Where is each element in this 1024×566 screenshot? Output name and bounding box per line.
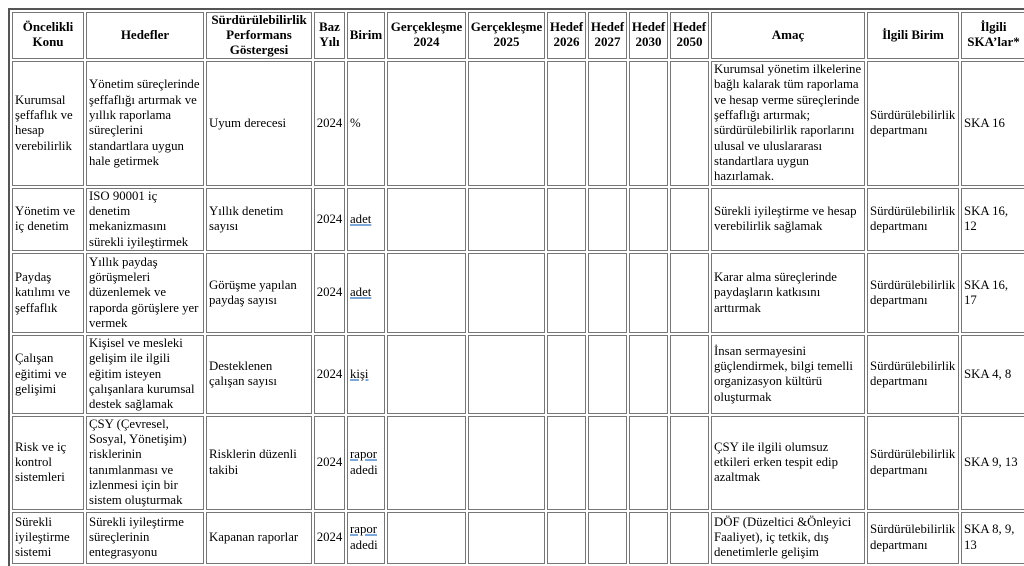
- cell-h2026: [547, 512, 586, 564]
- cell-g2025: [468, 335, 545, 414]
- cell-konu: Çalışan eğitimi ve gelişimi: [12, 335, 84, 414]
- header-birim: Birim: [347, 12, 385, 59]
- header-baz_yili: Baz Yılı: [314, 12, 345, 59]
- cell-h2030: [629, 512, 668, 564]
- cell-hedefler: Sürekli iyileştirme süreçlerinin entegrasyonu: [86, 512, 204, 564]
- cell-birim: [347, 188, 385, 251]
- cell-konu: Sürekli iyileştirme sistemi: [12, 512, 84, 564]
- header-gosterge: Sürdürülebilirlik Performans Göstergesi: [206, 12, 312, 59]
- cell-amac: Sürekli iyileştirme ve hesap verebilirlik sağlamak: [711, 188, 865, 251]
- cell-konu: Risk ve iç kontrol sistemleri: [12, 416, 84, 510]
- cell-birim: rapor adedi: [347, 416, 385, 510]
- cell-h2050: [670, 416, 709, 510]
- cell-gosterge: Desteklenen çalışan sayısı: [206, 335, 312, 414]
- table-row: [12, 335, 1024, 414]
- sustainability-performance-table: [8, 8, 1024, 566]
- cell-h2027: [588, 61, 627, 186]
- table-body: [12, 61, 1024, 564]
- cell-baz_yili: 2024: [314, 253, 345, 333]
- cell-ilgili_birim: Sürdürülebilirlik departmanı: [867, 188, 959, 251]
- cell-gosterge: Uyum derecesi: [206, 61, 312, 186]
- cell-g2024: [387, 512, 466, 564]
- cell-h2026: [547, 335, 586, 414]
- cell-birim: %: [347, 61, 385, 186]
- unit-word-underlined: kişi: [350, 366, 369, 381]
- cell-h2026: [547, 416, 586, 510]
- cell-ska: SKA 16, 17: [961, 253, 1024, 333]
- cell-baz_yili: 2024: [314, 61, 345, 186]
- cell-g2025: [468, 512, 545, 564]
- cell-h2050: [670, 188, 709, 251]
- cell-konu: Kurumsal şeffaflık ve hesap verebilirlik: [12, 61, 84, 186]
- header-konu: Öncelikli Konu: [12, 12, 84, 59]
- cell-ska: SKA 9, 13: [961, 416, 1024, 510]
- header-h2026: Hedef 2026: [547, 12, 586, 59]
- cell-g2025: [468, 188, 545, 251]
- cell-baz_yili: 2024: [314, 416, 345, 510]
- cell-hedefler: ÇSY (Çevresel, Sosyal, Yönetişim) risklerinin tanımlanması ve izlenmesi için bir sistem oluşturmak: [86, 416, 204, 510]
- cell-hedefler: ISO 90001 iç denetim mekanizmasını sürekli iyileştirmek: [86, 188, 204, 251]
- cell-baz_yili: 2024: [314, 512, 345, 564]
- cell-h2027: [588, 253, 627, 333]
- cell-ska: SKA 4, 8: [961, 335, 1024, 414]
- cell-amac: Kurumsal yönetim ilkelerine bağlı kalarak tüm raporlama ve hesap verme süreçlerinde şeffaflığı artırmak; sürdürülebilirlik raporlarını ulusal ve uluslararası standartlara uygun hazırlamak.: [711, 61, 865, 186]
- cell-amac: Karar alma süreçlerinde paydaşların katkısını arttırmak: [711, 253, 865, 333]
- cell-g2024: [387, 416, 466, 510]
- table-row: [12, 416, 1024, 510]
- table-row: [12, 188, 1024, 251]
- cell-baz_yili: 2024: [314, 188, 345, 251]
- cell-hedefler: Yıllık paydaş görüşmeleri düzenlemek ve raporda görüşlere yer vermek: [86, 253, 204, 333]
- cell-gosterge: Yıllık denetim sayısı: [206, 188, 312, 251]
- cell-h2030: [629, 188, 668, 251]
- cell-g2025: [468, 416, 545, 510]
- cell-amac: İnsan sermayesini güçlendirmek, bilgi temelli organizasyon kültürü oluşturmak: [711, 335, 865, 414]
- cell-h2026: [547, 188, 586, 251]
- cell-birim: rapor adedi: [347, 512, 385, 564]
- cell-h2030: [629, 416, 668, 510]
- header-row: [12, 12, 1024, 59]
- cell-g2025: [468, 253, 545, 333]
- unit-word-underlined: adet: [350, 285, 372, 300]
- cell-gosterge: Risklerin düzenli takibi: [206, 416, 312, 510]
- header-ska: İlgili SKA’lar*: [961, 12, 1024, 59]
- header-g2025: Gerçekleşme 2025: [468, 12, 545, 59]
- cell-ska: SKA 16, 12: [961, 188, 1024, 251]
- cell-gosterge: Kapanan raporlar: [206, 512, 312, 564]
- cell-g2024: [387, 253, 466, 333]
- table-row: [12, 253, 1024, 333]
- cell-konu: Yönetim ve iç denetim: [12, 188, 84, 251]
- cell-h2030: [629, 253, 668, 333]
- table-row: [12, 61, 1024, 186]
- cell-h2050: [670, 512, 709, 564]
- cell-ilgili_birim: Sürdürülebilirlik departmanı: [867, 416, 959, 510]
- header-amac: Amaç: [711, 12, 865, 59]
- cell-h2030: [629, 61, 668, 186]
- header-h2027: Hedef 2027: [588, 12, 627, 59]
- cell-h2050: [670, 335, 709, 414]
- cell-gosterge: Görüşme yapılan paydaş sayısı: [206, 253, 312, 333]
- cell-g2025: [468, 61, 545, 186]
- cell-h2027: [588, 416, 627, 510]
- cell-h2050: [670, 61, 709, 186]
- cell-amac: ÇSY ile ilgili olumsuz etkileri erken tespit edip azaltmak: [711, 416, 865, 510]
- cell-h2050: [670, 253, 709, 333]
- header-g2024: Gerçekleşme 2024: [387, 12, 466, 59]
- cell-ilgili_birim: Sürdürülebilirlik departmanı: [867, 253, 959, 333]
- cell-hedefler: Yönetim süreçlerinde şeffaflığı artırmak ve yıllık raporlama süreçlerini standartlara uygun hale getirmek: [86, 61, 204, 186]
- cell-h2026: [547, 253, 586, 333]
- cell-birim: [347, 335, 385, 414]
- unit-word-underlined: rapor: [350, 522, 377, 537]
- cell-ska: SKA 16: [961, 61, 1024, 186]
- cell-birim: [347, 253, 385, 333]
- cell-h2027: [588, 512, 627, 564]
- header-h2050: Hedef 2050: [670, 12, 709, 59]
- header-hedefler: Hedefler: [86, 12, 204, 59]
- table-row: [12, 512, 1024, 564]
- cell-ska: SKA 8, 9, 13: [961, 512, 1024, 564]
- table-header: [12, 12, 1024, 59]
- cell-ilgili_birim: Sürdürülebilirlik departmanı: [867, 335, 959, 414]
- cell-ilgili_birim: Sürdürülebilirlik departmanı: [867, 61, 959, 186]
- cell-g2024: [387, 335, 466, 414]
- cell-hedefler: Kişisel ve mesleki gelişim ile ilgili eğitim isteyen çalışanlara kurumsal destek sağlamak: [86, 335, 204, 414]
- cell-g2024: [387, 61, 466, 186]
- cell-ilgili_birim: Sürdürülebilirlik departmanı: [867, 512, 959, 564]
- header-ilgili_birim: İlgili Birim: [867, 12, 959, 59]
- header-h2030: Hedef 2030: [629, 12, 668, 59]
- cell-baz_yili: 2024: [314, 335, 345, 414]
- cell-konu: Paydaş katılımı ve şeffaflık: [12, 253, 84, 333]
- unit-word-underlined: rapor: [350, 447, 377, 462]
- unit-word-underlined: adet: [350, 211, 372, 226]
- cell-g2024: [387, 188, 466, 251]
- cell-amac: DÖF (Düzeltici &Önleyici Faaliyet), iç tetkik, dış denetimlerle gelişim: [711, 512, 865, 564]
- cell-h2026: [547, 61, 586, 186]
- cell-h2027: [588, 188, 627, 251]
- cell-h2027: [588, 335, 627, 414]
- cell-h2030: [629, 335, 668, 414]
